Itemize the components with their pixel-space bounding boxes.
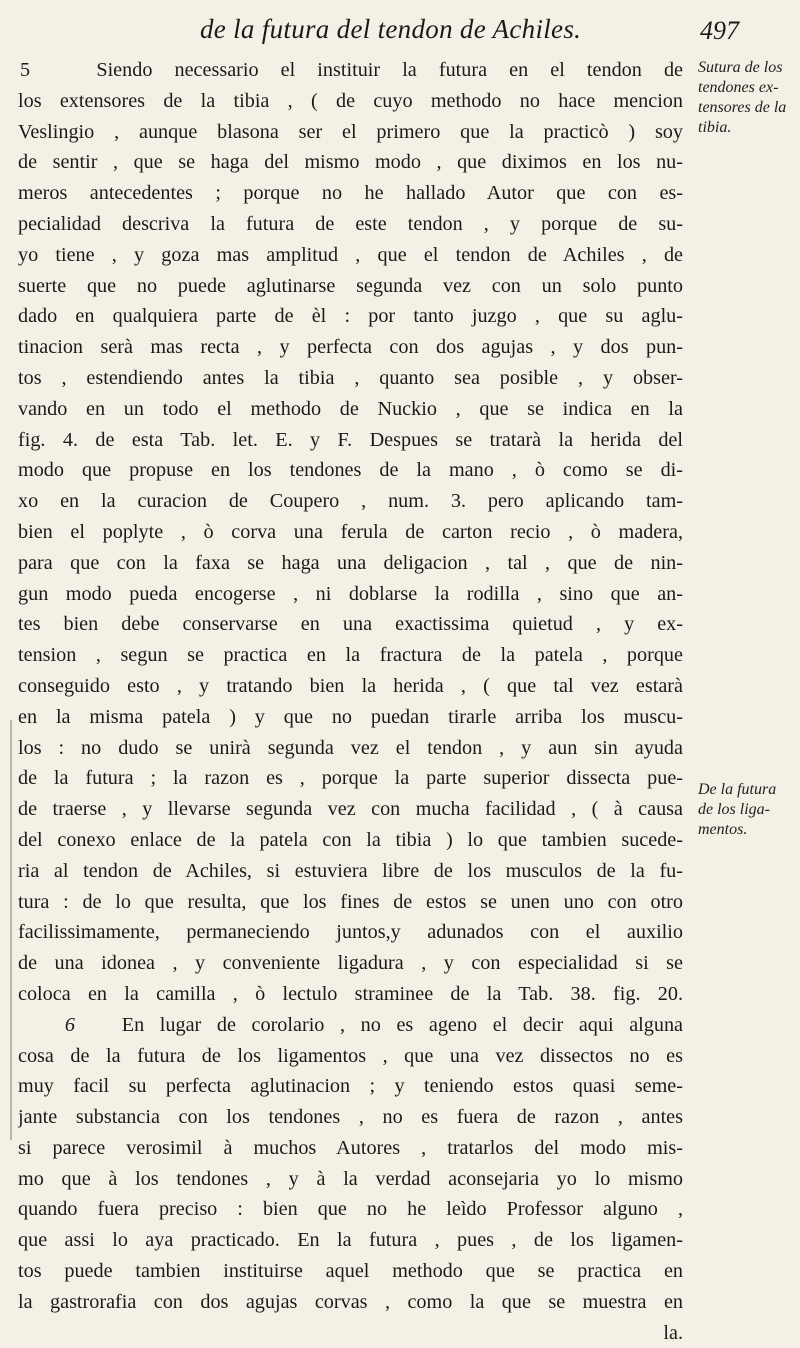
text-line: la gastrorafia con dos agujas corvas , como la que se muestra en [18,1290,683,1313]
body-text [18,55,683,1348]
text-line: tension , segun se practica en la fractura de la patela , porque [18,644,683,667]
marginal-line: de los liga- [698,801,770,818]
paragraph-number: 6 [64,1013,75,1036]
text-line: pecialidad descriva la futura de este tendon , y porque de su- [18,212,683,235]
text-line: dado en qualquiera parte de èl : por tanto juzgo , que su aglu- [18,305,683,328]
text-line: facilissimamente, permaneciendo juntos,y adunados con el auxilio [18,921,683,944]
text-line: cosa de la futura de los ligamentos , que una vez dissectos no es [18,1044,683,1067]
text-line: para que con la faxa se haga una deligacion , tal , que de nin- [18,551,683,574]
text-line: Veslingio , aunque blasona ser el primero que la practicò ) soy [18,120,683,143]
text-line: gun modo pueda encogerse , ni doblarse la rodilla , sino que an- [18,582,683,605]
marginal-line: tendones ex- [698,79,779,96]
text-line: del conexo enlace de la patela con la tibia ) lo que tambien sucede- [18,828,683,851]
marginal-line: De la futura [698,781,777,798]
text-line: de traerse , y llevarse segunda vez con mucha facilidad , ( à causa [18,798,683,821]
running-header: de la futura del tendon de Achiles. [200,14,582,44]
text-line: suerte que no puede aglutinarse segunda vez con un solo punto [18,274,683,297]
marginal-note-sutura-tendones [698,58,798,138]
text-line: los : no dudo se unirà segunda vez el tendon , y aun sin ayuda [18,736,683,759]
text-line-content: En lugar de corolario , no es ageno el decir aqui alguna [121,1013,683,1036]
marginal-line: tensores de la [698,99,787,116]
text-line-content: Siendo necessario el instituir la futura en el tendon de [96,59,683,81]
text-line: tos puede tambien instituirse aquel methodo que se practica en [18,1260,683,1283]
marginal-line: tibia. [698,119,732,136]
text-line: conseguido esto , y tratando bien la herida , ( que tal vez estarà [18,674,683,697]
text-line: tos , estendiendo antes la tibia , quanto sea posible , y obser- [18,366,683,389]
text-line: modo que propuse en los tendones de la mano , ò como se di- [18,459,683,482]
text-line: meros antecedentes ; porque no he hallado Autor que con es- [18,182,683,205]
text-line: de sentir , que se haga del mismo modo , que diximos en los nu- [18,151,683,174]
marginal-line: mentos. [698,821,748,838]
text-line: que assi lo aya practicado. En la futura , pues , de los ligamen- [18,1229,683,1252]
text-line: ria al tendon de Achiles, si estuviera libre de los musculos de la fu- [18,859,683,882]
text-line: vando en un todo el methodo de Nuckio , que se indica en la [18,397,683,420]
text-line: tes bien debe conservarse en una exactissima quietud , y ex- [18,613,683,636]
text-line: de una idonea , y conveniente ligadura , y con especialidad si se [18,952,683,975]
catchword: la. [663,1321,683,1344]
text-line: yo tiene , y goza mas amplitud , que el tendon de Achiles , de [18,243,683,266]
text-line: los extensores de la tibia , ( de cuyo methodo no hace mencion [18,89,683,112]
binding-edge-line [10,720,12,1140]
text-line: xo en la curacion de Coupero , num. 3. pero aplicando tam- [18,490,683,513]
text-line: si parece verosimil à muchos Autores , tratarlos del modo mis- [18,1136,683,1159]
text-line: de la futura ; la razon es , porque la parte superior dissecta pue- [18,767,683,790]
text-line [18,1010,683,1041]
text-line: tinacion serà mas recta , y perfecta con dos agujas , y dos pun- [18,336,683,359]
text-line: mo que à los tendones , y à la verdad aconsejaria yo lo mismo [18,1167,683,1190]
text-line: jante substancia con los tendones , no es fuera de razon , antes [18,1106,683,1129]
marginal-line: Sutura de los [698,59,783,76]
text-line: tura : de lo que resulta, que los fines de estos se unen uno con otro [18,890,683,913]
text-line: fig. 4. de esta Tab. let. E. y F. Despues se tratarà la herida del [18,428,683,451]
text-line: muy facil su perfecta aglutinacion ; y teniendo estos quasi seme- [18,1075,683,1098]
text-line: quando fuera preciso : bien que no he leìdo Professor alguno , [18,1198,683,1221]
text-line: en la misma patela ) y que no puedan tirarle arriba los muscu- [18,705,683,728]
text-line: bien el poplyte , ò corva una ferula de carton recio , ò madera, [18,520,683,543]
text-line: coloca en la camilla , ò lectulo straminee de la Tab. 38. fig. 20. [18,982,683,1005]
page-number: 497 [700,16,739,45]
text-line [18,55,683,86]
paragraph-number: 5 [20,59,31,81]
marginal-note-ligamentos [698,780,798,840]
